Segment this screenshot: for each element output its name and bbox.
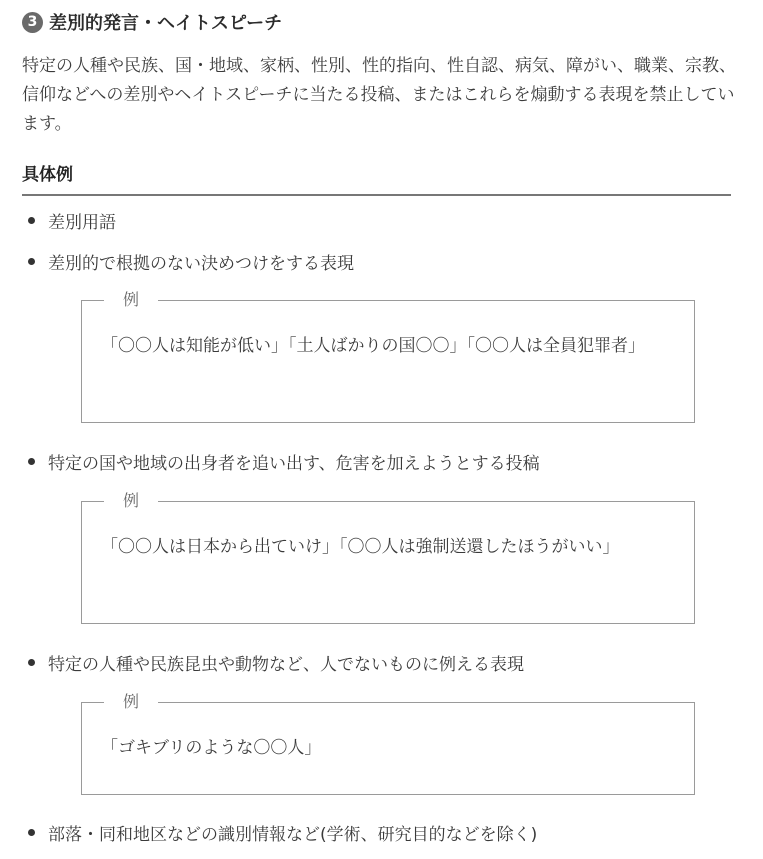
bullet-dot [28,217,35,224]
section-title: 差別的発言・ヘイトスピーチ [49,13,283,34]
list-item-text: 差別用語 [48,212,116,233]
example-text: 「〇〇人は知能が低い」「土人ばかりの国〇〇」「〇〇人は全員犯罪者」 [101,336,645,356]
bullet-dot [28,659,35,666]
example-label: 例 [104,691,158,713]
list-item [28,819,537,845]
example-label: 例 [104,289,158,311]
example-label: 例 [104,490,158,512]
list-item-text: 部落・同和地区などの識別情報など(学術、研究目的などを除く) [48,824,538,845]
section-intro: 特定の人種や民族、国・地域、家柄、性別、性的指向、性自認、病気、障がい、職業、宗教、信仰などへの差別やヘイトスピーチに当たる投稿、またはこれらを煽動する表現を禁止しています。 [22,56,736,134]
list-item-text: 差別的で根拠のない決めつけをする表現 [48,253,354,274]
list-item [28,248,354,274]
section-heading [22,8,282,36]
list-item [28,448,540,474]
example-box [81,290,695,423]
example-text: 「〇〇人は日本から出ていけ」「〇〇人は強制送還したほうがいい」 [101,537,620,557]
list-item [28,207,116,233]
bullet-dot [28,458,35,465]
list-item [28,649,524,675]
list-item-text: 特定の国や地域の出身者を追い出す、危害を加えようとする投稿 [48,453,540,474]
bullet-dot [28,258,35,265]
section-number-badge: 3 [22,12,43,33]
example-box [81,692,695,795]
bullet-dot [28,829,35,836]
examples-heading: 具体例 [22,160,731,196]
example-text: 「ゴキブリのような〇〇人」 [101,738,322,758]
example-box [81,491,695,624]
list-item-text: 特定の人種や民族昆虫や動物など、人でないものに例える表現 [48,654,524,675]
